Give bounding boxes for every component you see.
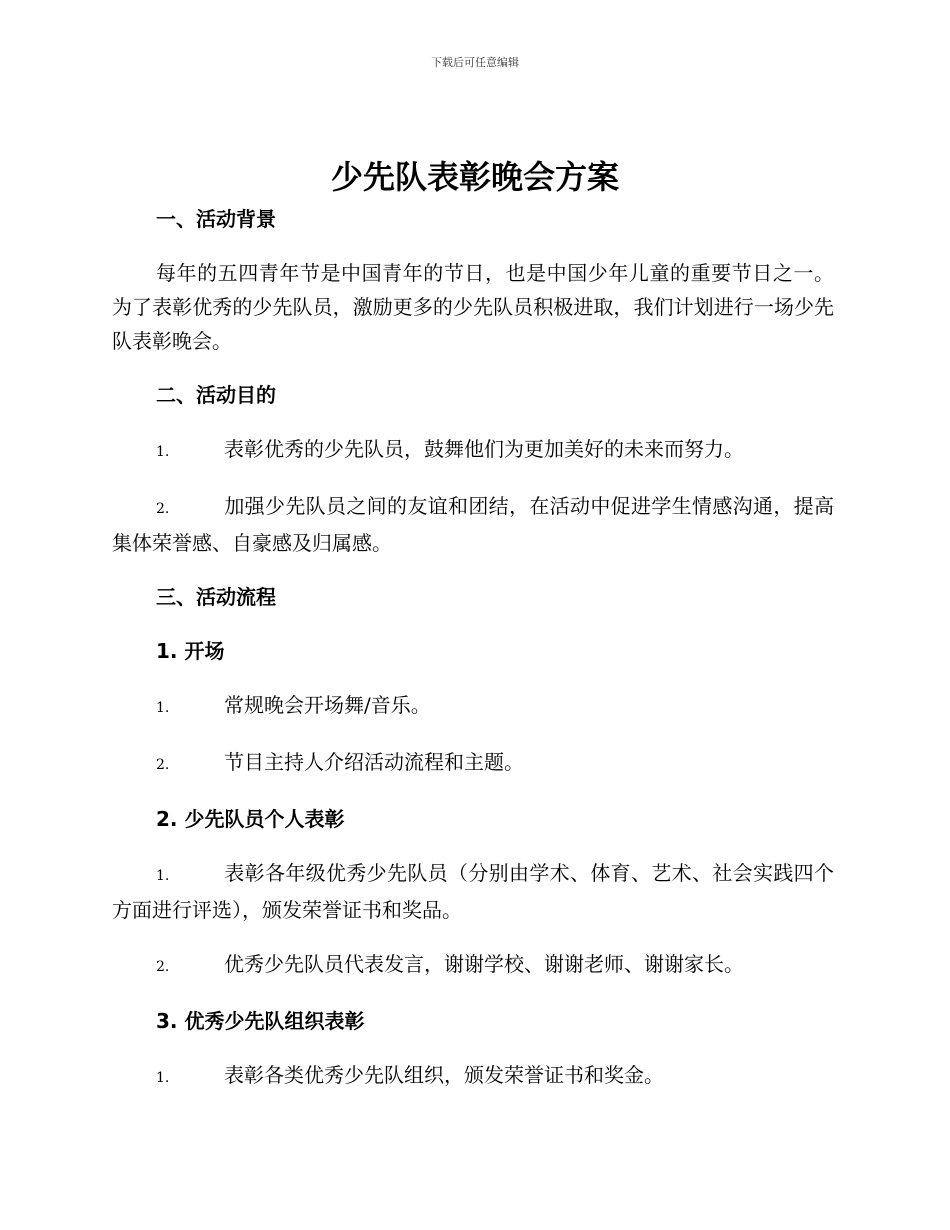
- list-text: 表彰各年级优秀少先队员（分别由学术、体育、艺术、社会实践四个方面进行评选），颁发荣誉证书和奖品。: [112, 861, 834, 922]
- list-text: 节目主持人介绍活动流程和主题。: [224, 750, 524, 774]
- list-text: 优秀少先队员代表发言，谢谢学校、谢谢老师、谢谢家长。: [224, 952, 744, 976]
- list-item: [112, 489, 834, 560]
- list-number: 1.: [156, 1070, 170, 1086]
- list-text: 表彰各类优秀少先队组织，颁发荣誉证书和奖金。: [224, 1063, 664, 1087]
- document-body: [112, 202, 834, 1115]
- list-item: [112, 432, 834, 469]
- list-number: 2.: [156, 959, 170, 975]
- list-item: [112, 856, 834, 927]
- subsection-heading-organization-awards: 3. 优秀少先队组织表彰: [156, 1009, 365, 1033]
- section-heading-process: 三、活动流程: [156, 585, 276, 609]
- page-header: 下载后可任意编辑: [431, 56, 519, 69]
- list-text: 加强少先队员之间的友谊和团结，在活动中促进学生情感沟通，提高集体荣誉感、自豪感及归属感。: [112, 494, 834, 555]
- list-text: 常规晚会开场舞/音乐。: [224, 693, 431, 717]
- list-item: [112, 688, 834, 725]
- section-heading-purpose: 二、活动目的: [156, 383, 276, 407]
- list-number: 1.: [156, 700, 170, 716]
- list-item: [112, 1058, 834, 1095]
- list-number: 2.: [156, 757, 170, 773]
- list-item: [112, 947, 834, 984]
- section-heading-background: 一、活动背景: [156, 207, 276, 231]
- background-paragraph: 每年的五四青年节是中国青年的节日，也是中国少年儿童的重要节日之一。为了表彰优秀的少先队员，激励更多的少先队员积极进取，我们计划进行一场少先队表彰晚会。: [112, 261, 834, 353]
- list-item: [112, 745, 834, 782]
- list-text: 表彰优秀的少先队员，鼓舞他们为更加美好的未来而努力。: [224, 437, 744, 461]
- list-number: 1.: [156, 444, 170, 460]
- list-number: 2.: [156, 501, 170, 517]
- list-number: 1.: [156, 868, 170, 884]
- subsection-heading-individual-awards: 2. 少先队员个人表彰: [156, 807, 345, 831]
- subsection-heading-opening: 1. 开场: [156, 639, 225, 663]
- document-title: 少先队表彰晚会方案: [330, 158, 619, 196]
